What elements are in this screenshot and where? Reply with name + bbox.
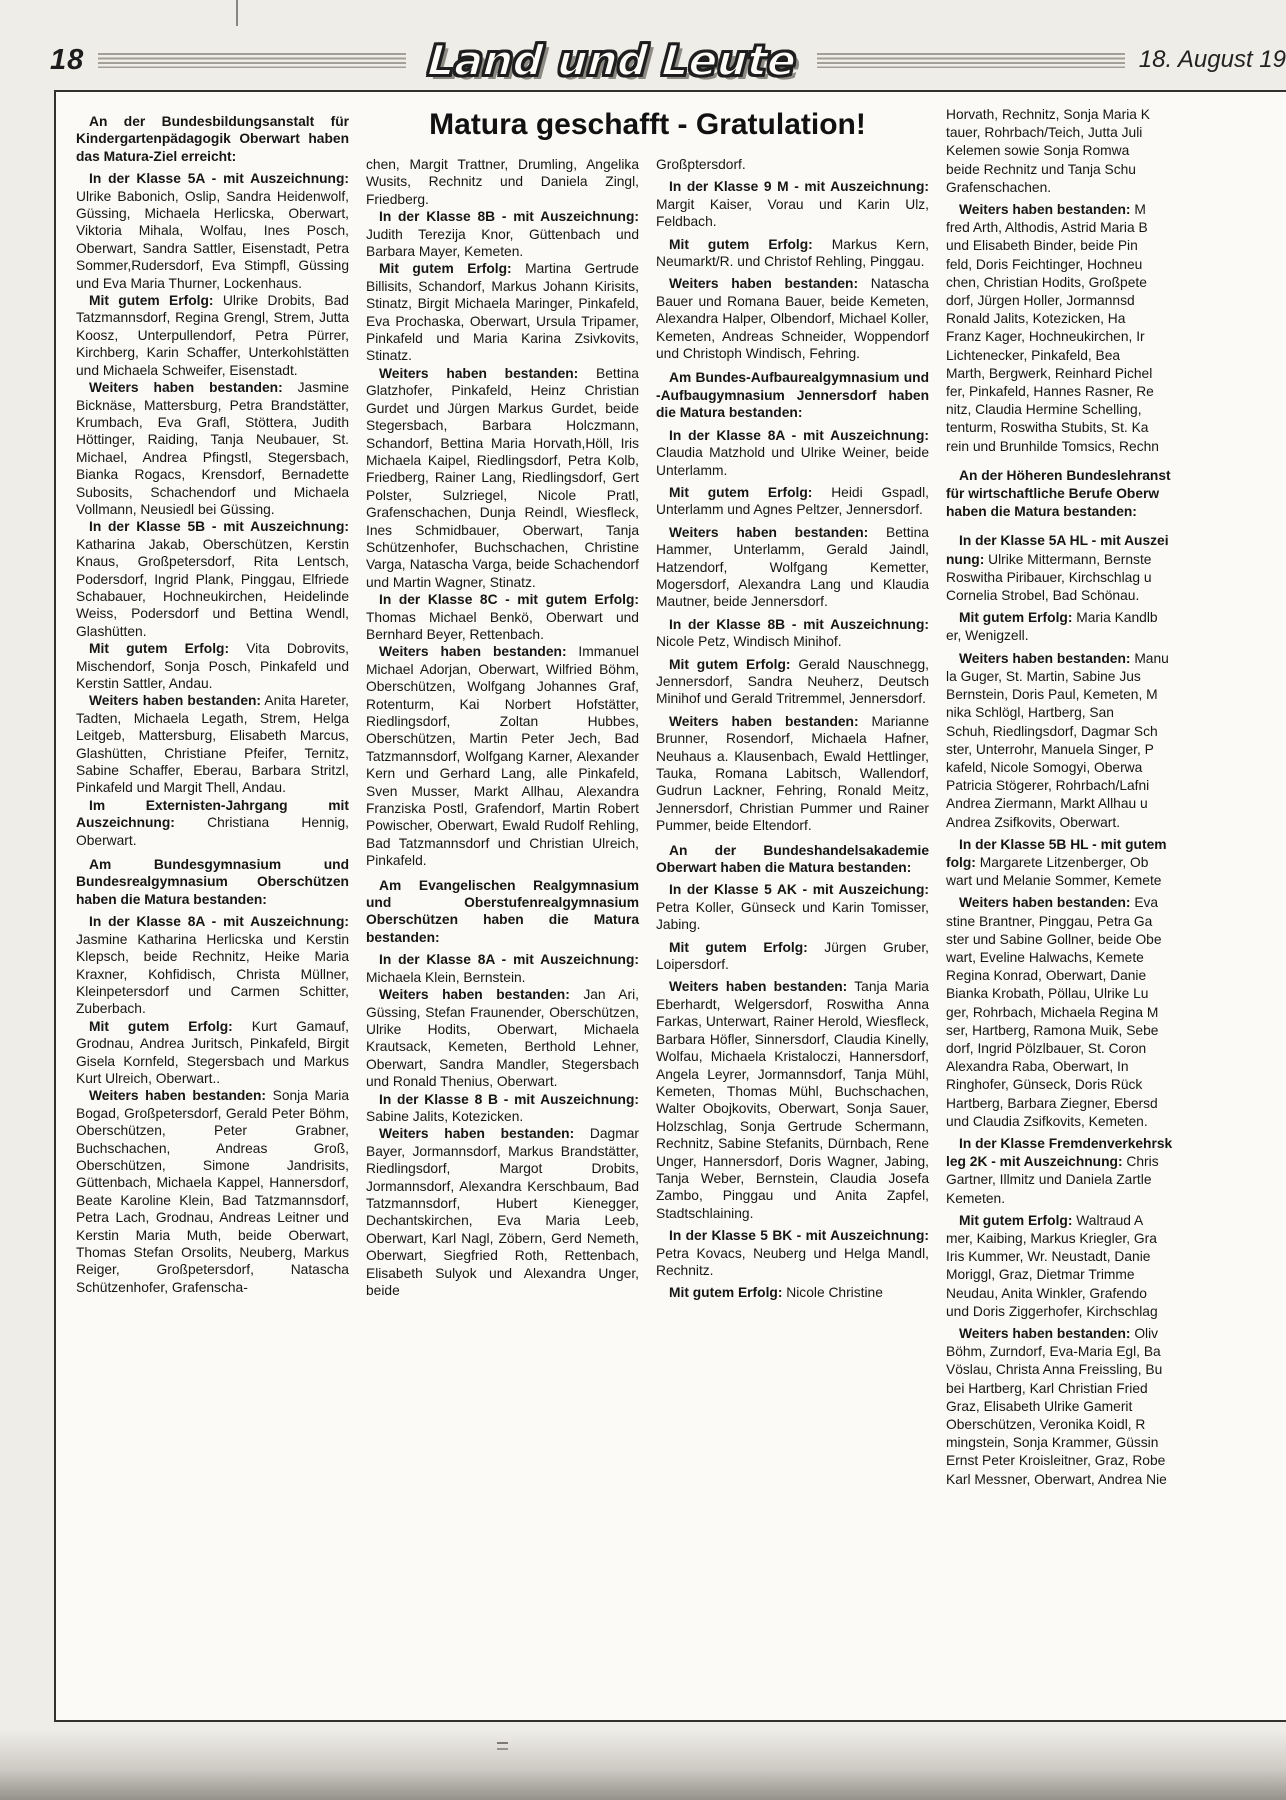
text-line: folg: Margarete Litzenberger, Ob xyxy=(946,854,1149,870)
text-line: Weiters haben bestanden: Oliv xyxy=(959,1326,1159,1341)
paragraph-lead: In der Klasse 5B - mit Auszeichnung: xyxy=(89,519,349,535)
text-line: Moriggl, Graz, Dietmar Trimme xyxy=(946,1267,1135,1283)
article-paragraph: Mit gutem Erfolg: Vita Dobrovits, Mischendorf, Sonja Posch, Pinkafeld und Kerstin Sattler, Andau. xyxy=(76,641,349,691)
paragraph-lead: Mit gutem Erfolg: xyxy=(669,939,808,955)
paragraph-lead: In der Klasse 5A - mit Auszeichnung: xyxy=(89,171,349,187)
article-paragraph: Weiters haben bestanden: Jasmine Bicknäse, Mattersburg, Petra Brandstätter, Krumbach, Eva Grafl, Stöttera, Judith Höttinger, Raiding, Tanja Neubauer, St. Michael, Andrea Pfingstl, Stegersbach, Bianka Rogacs, Krensdorf, Bernadette Subosits, Schachendorf und Michaela Vollmann, Neusiedl bei Güssing. xyxy=(76,380,349,517)
article-paragraph: Weiters haben bestanden: Dagmar Bayer, Jormannsdorf, Markus Brandstätter, Riedlingsdorf, Margot Drobits, Jormannsdorf, Alexandra Kerschbaum, Bad Tatzmannsdorf, Hubert Kienegger, Dechantskirchen, Eva Maria Leeb, Oberwart, Karl Nagl, Zöbern, Gerd Nemeth, Oberwart, Siegfried Roth, Rettenbach, Elisabeth Sulyok und Alexandra Unger, beide xyxy=(366,1126,639,1298)
text-line: er, Wenigzell. xyxy=(946,628,1029,644)
text-line: Andrea Ziermann, Markt Allhau u xyxy=(946,796,1148,812)
text-line: tenturm, Roswitha Stubits, St. Ka xyxy=(946,420,1149,436)
article-paragraph: Weiters haben bestanden: Tanja Maria Eberhardt, Welgersdorf, Roswitha Anna Farkas, Unterwart, Rainer Herold, Wiesfleck, Barbara Höfler, Sinnersdorf, Claudia Kinelly, Wolfau, Michaela Kristaloczi, Hannersdorf, Angela Leyrer, Jormannsdorf, Tanja Mühl, Kemeten, Thomas Mühl, Buchschachen, Walter Obojkovits, Oberwart, Sonja Sauer, Holzschlag, Sonja Gertrude Schermann, Rechnitz, Sabine Stefanits, Dürnbach, Rene Unger, Hannersdorf, Doris Wagner, Jabing, Tanja Weber, Bernstein, Claudia Josefa Zambo, Pinggau und Anita Zapfel, Stadtschlaining. xyxy=(656,979,929,1221)
text-line: Weiters haben bestanden: M xyxy=(959,202,1146,218)
article-title: Matura geschafft - Gratulation! xyxy=(429,108,866,141)
text-line: und Doris Ziggerhofer, Kirchschlag xyxy=(946,1303,1158,1319)
text-line: mer, Kaibing, Markus Kriegler, Gra xyxy=(946,1230,1157,1246)
text-line: Kelemen sowie Sonja Romwa xyxy=(946,143,1130,159)
article-paragraph: In der Klasse 9 M - mit Auszeichnung: Margit Kaiser, Vorau und Karin Ulz, Feldbach. xyxy=(656,179,929,230)
text-line: Horvath, Rechnitz, Sonja Maria K xyxy=(946,107,1150,122)
article-paragraph: Weiters haben bestanden: Bettina Hammer, Unterlamm, Gerald Jaindl, Hatzendorf, Wolfgang Kemetter, Mogersdorf, Alexandra Lang und Klaudia Mautner, beide Jennersdorf. xyxy=(656,524,929,610)
text-line: Ringhofer, Günseck, Doris Rück xyxy=(946,1077,1143,1093)
article-paragraph: In der Klasse 8 B - mit Auszeichnung: Sabine Jalits, Kotezicken. xyxy=(366,1091,639,1124)
paragraph-lead: In der Klasse 5A HL - mit Auszei xyxy=(959,533,1169,549)
text-line: tauer, Rohrbach/Teich, Jutta Juli xyxy=(946,125,1143,141)
article-paragraph: Mit gutem Erfolg: Ulrike Drobits, Bad Tatzmannsdorf, Regina Grengl, Strem, Jutta Koosz, Unterpullendorf, Petra Pürrer, Kirchberg, Karin Schaffer, Unterkohlstätten und Michaela Schweifer, Eisenstadt. xyxy=(76,293,349,378)
article-paragraph: Großptersdorf. xyxy=(656,157,746,172)
text-line: nitz, Claudia Hermine Schelling, xyxy=(946,402,1142,418)
paragraph-lead: An der Höheren Bundeslehranst xyxy=(959,467,1171,483)
article-paragraph: Mit gutem Erfolg: Kurt Gamauf, Grodnau, Andrea Juritsch, Pinkafeld, Birgit Gisela Kornfeld, Stegersbach und Markus Kurt Ulreich, Oberwart.. xyxy=(76,1018,349,1086)
article-paragraph: Weiters haben bestanden: Immanuel Michael Adorjan, Oberwart, Wilfried Böhm, Oberschützen, Wolfgang Johannes Graf, Rotenturm, Kai Norbert Hofstätter, Riedlingsdorf, Zoltan Hubbes, Oberschützen, Martin Peter Jech, Bad Tatzmannsdorf, Wolfgang Karner, Alexander Kern und Gerhard Lang, alle Pinkafeld, Sven Musser, Markt Allhau, Alexandra Franziska Postl, Grafendorf, Martin Robert Powischer, Oberwart, Ewald Rudolf Rehling, Bad Tatzmannsdorf und Christian Ulreich, Pinkafeld. xyxy=(366,644,639,869)
paragraph-lead: Mit gutem Erfolg: xyxy=(89,293,214,309)
paragraph-lead: nung: xyxy=(946,551,985,567)
text-line: Graz, Elisabeth Ulrike Gamerit xyxy=(946,1398,1133,1414)
article-paragraph: Mit gutem Erfolg: Gerald Nauschnegg, Jennersdorf, Sandra Neuherz, Deutsch Minihof und Gerald Tritremmel, Jennersdorf. xyxy=(656,656,929,707)
section-heading: An der Bundesbildungsanstalt für Kindergartenpädagogik Oberwart haben das Matura-Ziel erreicht: xyxy=(76,114,349,164)
paragraph-lead: Im Externisten-Jahrgang mit Auszeichnung: xyxy=(76,797,349,831)
paragraph-lead: für wirtschaftliche Berufe Oberw xyxy=(946,486,1160,502)
article-paragraph: Mit gutem Erfolg: Nicole Christine xyxy=(669,1285,883,1301)
article-paragraph: Mit gutem Erfolg: Heidi Gspadl, Unterlamm und Agnes Peltzer, Jennersdorf. xyxy=(656,484,929,518)
article-paragraph: In der Klasse 8A - mit Auszeichnung: Claudia Matzhold und Ulrike Weiner, beide Unterlamm. xyxy=(656,427,929,478)
paragraph-lead: Weiters haben bestanden: xyxy=(379,987,570,1003)
text-line: Marth, Bergwerk, Reinhard Pichel xyxy=(946,365,1153,381)
article-paragraph: chen, Margit Trattner, Drumling, Angelika Wusits, Rechnitz und Daniela Zingl, Friedberg. xyxy=(366,157,639,207)
header-rule-right xyxy=(817,53,1124,68)
text-line: mingstein, Sonja Krammer, Güssin xyxy=(946,1435,1159,1451)
text-line: bei Hartberg, Karl Christian Fried xyxy=(946,1380,1148,1396)
text-line: Weiters haben bestanden: Manu xyxy=(959,650,1169,666)
article-paragraph: Mit gutem Erfolg: Martina Gertrude Billisits, Schandorf, Markus Johann Kirisits, Stinatz, Birgit Michaela Maringer, Pinkafeld, Eva Prochaska, Oberwart, Ursula Tripamer, Pinkafeld und Maria Karina Zsivkovits, Stinatz. xyxy=(366,261,639,364)
masthead-text: Land und Leute xyxy=(425,35,798,85)
paragraph-lead: Weiters haben bestanden: xyxy=(89,380,283,396)
text-line: fred Arth, Althodis, Astrid Maria B xyxy=(946,220,1148,236)
text-line: und Elisabeth Binder, beide Pin xyxy=(946,238,1138,254)
paragraph-lead: Weiters haben bestanden: xyxy=(959,1326,1131,1341)
paragraph-lead: Weiters haben bestanden: xyxy=(89,1088,267,1104)
article-paragraph: In der Klasse 8B - mit Auszeichnung: Nicole Petz, Windisch Minihof. xyxy=(656,616,929,650)
text-line: la Guger, St. Martin, Sabine Jus xyxy=(946,668,1141,684)
text-line: Schuh, Riedlingsdorf, Dagmar Sch xyxy=(946,723,1158,739)
text-line: Bernstein, Doris Paul, Kemeten, M xyxy=(946,687,1158,703)
paragraph-lead: Mit gutem Erfolg: xyxy=(379,261,512,277)
text-line: dorf, Ingrid Pölzlbauer, St. Coron xyxy=(946,1040,1147,1056)
text-line: Regina Konrad, Oberwart, Danie xyxy=(946,968,1147,984)
paragraph-lead: Mit gutem Erfolg: xyxy=(959,610,1073,626)
text-line: kafeld, Nicole Somogyi, Oberwa xyxy=(946,759,1143,775)
text-line: leg 2K - mit Auszeichnung: Chris xyxy=(946,1154,1159,1170)
bold-text-line xyxy=(946,485,1286,503)
paragraph-lead: Weiters haben bestanden: xyxy=(669,713,859,729)
article-column-3 xyxy=(656,156,929,1307)
text-line: wart und Melanie Sommer, Kemete xyxy=(946,873,1162,889)
paragraph-lead: In der Klasse 8 B - mit Auszeichnung: xyxy=(379,1091,639,1107)
paragraph-lead: In der Klasse 8B - mit Auszeichnung: xyxy=(669,616,929,632)
paragraph-lead: Weiters haben bestanden: xyxy=(669,276,859,292)
page-header xyxy=(50,34,1286,86)
text-line: Mit gutem Erfolg: Waltraud A xyxy=(959,1212,1144,1228)
paragraph-lead: In der Klasse 5B HL - mit gutem xyxy=(959,836,1167,852)
text-line: Weiters haben bestanden: Eva xyxy=(959,895,1159,911)
paragraph-lead: Weiters haben bestanden: xyxy=(669,524,869,540)
text-line: nika Schlögl, Hartberg, San xyxy=(946,705,1114,721)
section-heading: An der Bundeshandelsakademie Oberwart haben die Matura bestanden: xyxy=(656,842,929,876)
text-line: ster, Unterrohr, Manuela Singer, P xyxy=(946,741,1154,757)
article-paragraph: In der Klasse 5A - mit Auszeichnung: Ulrike Babonich, Oslip, Sandra Heidenwolf, Güssing, Michaela Herlicska, Oberwart, Viktoria Mihala, Wolfau, Ines Posch, Oberwart, Sandra Sattler, Eisenstadt, Petra Sommer,Rudersdorf, Eva Stimpfl, Güssing und Eva Maria Thurner, Lockenhaus. xyxy=(76,171,349,291)
text-line: nung: Ulrike Mittermann, Bernste xyxy=(946,551,1152,567)
paragraph-lead: Weiters haben bestanden: xyxy=(89,693,262,709)
text-line: Gartner, Illmitz und Daniela Zartle xyxy=(946,1172,1152,1188)
article-paragraph: In der Klasse 5B - mit Auszeichnung: Katharina Jakab, Oberschützen, Kerstin Knaus, Großpetersdorf, Rita Lentsch, Podersdorf, Ingrid Plank, Pinggau, Elfriede Schabauer, Hochneukirchen, Heidelinde Weiss, Podersdorf und Bettina Wendl, Glashütten. xyxy=(76,519,349,639)
text-line: und Claudia Zsifkovits, Kemeten. xyxy=(946,1113,1148,1129)
paragraph-lead: Weiters haben bestanden: xyxy=(379,1126,575,1142)
paragraph-lead: Weiters haben bestanden: xyxy=(379,644,567,660)
text-line: ser, Hartberg, Ramona Muik, Sebe xyxy=(946,1022,1159,1038)
paragraph-lead: In der Klasse 8A - mit Auszeichnung: xyxy=(379,952,639,968)
bold-text-line xyxy=(946,503,1286,521)
text-line: Hartberg, Barbara Ziegner, Ebersd xyxy=(946,1095,1158,1111)
bold-text-line xyxy=(946,836,1286,854)
paragraph-lead: In der Klasse 5 AK - mit Auszeichung: xyxy=(669,882,929,898)
text-line: Böhm, Zurndorf, Eva-Maria Egl, Ba xyxy=(946,1344,1161,1360)
section-heading: Am Bundesgymnasium und Bundesrealgymnasium Oberschützen haben die Matura bestanden: xyxy=(76,857,349,907)
issue-date: 18. August 19 xyxy=(1138,46,1286,73)
paragraph-lead: In der Klasse 5 BK - mit Auszeichnung: xyxy=(669,1228,929,1244)
text-line: stine Brantner, Pinggau, Petra Ga xyxy=(946,913,1153,929)
paragraph-lead: Mit gutem Erfolg: xyxy=(89,641,230,657)
bold-text-line xyxy=(946,532,1286,550)
bold-text-line xyxy=(946,467,1286,485)
paragraph-lead: Mit gutem Erfolg: xyxy=(669,1285,783,1301)
paragraph-lead: Mit gutem Erfolg: xyxy=(959,1212,1073,1228)
header-rule-left xyxy=(98,53,405,68)
text-line: wart, Eveline Halwachs, Kemete xyxy=(946,949,1144,965)
text-line: Alexandra Raba, Oberwart, In xyxy=(946,1059,1129,1075)
article-paragraph: Weiters haben bestanden: Marianne Brunner, Rosendorf, Michaela Hafner, Neuhaus a. Klausenbach, Ewald Hettlinger, Tauka, Romana Labitsch, Wallendorf, Gudrun Lackner, Fehring, Ronald Meitz, Jennersdorf, Christian Pummer und Rainer Pummer, beide Eltendorf. xyxy=(656,713,929,834)
article-paragraph: Weiters haben bestanden: Jan Ari, Güssing, Stefan Fraunender, Oberschützen, Ulrike Hodits, Oberwart, Michaela Krautsack, Kemeten, Berthold Lehner, Oberwart, Sandra Mandler, Stegersbach und Ronald Thenius, Oberwart. xyxy=(366,987,639,1090)
text-line: Vöslau, Christa Anna Freissling, Bu xyxy=(946,1362,1163,1378)
article-paragraph: Weiters haben bestanden: Natascha Bauer und Romana Bauer, beide Kemeten, Alexandra Halper, Olbendorf, Michael Koller, Kemeten, Andreas Schneider, Woppendorf und Christoph Windisch, Fehring. xyxy=(656,276,929,362)
paragraph-lead: Weiters haben bestanden: xyxy=(959,202,1131,218)
paragraph-lead: haben die Matura bestanden: xyxy=(946,504,1137,520)
page-number: 18 xyxy=(50,43,85,76)
article-column-1 xyxy=(76,106,349,1720)
paragraph-lead: Weiters haben bestanden: xyxy=(379,365,579,381)
article-paragraph: In der Klasse 5 BK - mit Auszeichnung: Petra Kovacs, Neuberg und Helga Mandl, Rechnitz. xyxy=(656,1228,929,1278)
paragraph-lead: Weiters haben bestanden: xyxy=(959,650,1131,666)
article-paragraph: In der Klasse 8A - mit Auszeichnung: Michaela Klein, Bernstein. xyxy=(366,952,639,985)
article-paragraph: Weiters haben bestanden: Sonja Maria Bogad, Großpetersdorf, Gerald Peter Böhm, Oberschützen, Peter Grabner, Buchschachen, Andreas Groß, Oberschützen, Simone Jandrisits, Güttenbach, Michaela Kappel, Hannersdorf, Beate Karoline Klein, Bad Tatzmannsdorf, Petra Lach, Grodnau, Andreas Leitner und Kerstin Maria Muth, beide Oberwart, Thomas Stefan Orsolits, Neuberg, Markus Reiger, Großpetersdorf, Natascha Schützenhofer, Grafenscha- xyxy=(76,1088,350,1295)
article-paragraph: In der Klasse 8B - mit Auszeichnung: Judith Terezija Knor, Güttenbach und Barbara Mayer, Kemeten. xyxy=(366,209,639,260)
article-paragraph: In der Klasse 8C - mit gutem Erfolg: Thomas Michael Benkö, Oberwart und Bernhard Beyer, Rettenbach. xyxy=(366,592,639,642)
paragraph-lead: Mit gutem Erfolg: xyxy=(89,1018,233,1034)
text-line: Ernst Peter Kroisleitner, Graz, Robe xyxy=(946,1453,1166,1469)
section-heading: Am Evangelischen Realgymnasium und Oberstufenrealgymnasium Oberschützen haben die Matura bestanden: xyxy=(366,877,639,945)
paragraph-lead: In der Klasse 8B - mit Auszeichnung: xyxy=(379,209,639,225)
article-center-columns xyxy=(366,156,929,1307)
article-center-section xyxy=(366,106,929,1720)
text-line: Oberschützen, Veronika Koidl, R xyxy=(946,1417,1146,1433)
paragraph-lead: In der Klasse 8A - mit Auszeichnung: xyxy=(669,427,929,443)
paragraph-lead: Mit gutem Erfolg: xyxy=(669,656,791,672)
article-paragraph: Weiters haben bestanden: Anita Hareter, Tadten, Michaela Legath, Strem, Helga Leitgeb, Mattersburg, Elisabeth Marcus, Glashütten, Christiane Pfeifer, Ternitz, Sabine Schaffer, Eberau, Barbara Stritzl, Pinkafeld und Margit Thell, Andau. xyxy=(76,693,350,796)
text-line: Roswitha Piribauer, Kirchschlag u xyxy=(946,569,1152,585)
article-column-4 xyxy=(946,106,1286,1720)
text-line: ster und Sabine Gollner, beide Obe xyxy=(946,931,1162,947)
paragraph-lead: Weiters haben bestanden: xyxy=(669,979,848,995)
paragraph-lead: leg 2K - mit Auszeichnung: xyxy=(946,1154,1123,1170)
text-line: rein und Brunhilde Tomsics, Rechn xyxy=(946,438,1159,454)
article-paragraph: In der Klasse 5 AK - mit Auszeichung: Petra Koller, Günseck und Karin Tomisser, Jabing. xyxy=(656,882,929,933)
paragraph-lead: folg: xyxy=(946,854,976,870)
article-paragraph: Im Externisten-Jahrgang mit Auszeichnung: Christiana Hennig, Oberwart. xyxy=(76,797,349,848)
scan-shadow xyxy=(0,1730,1286,1800)
bold-text-line xyxy=(946,1135,1286,1153)
text-line: Lichtenecker, Pinkafeld, Bea xyxy=(946,347,1121,363)
text-line: chen, Christian Hodits, Großpete xyxy=(946,274,1147,290)
text-line: Iris Kummer, Wr. Neustadt, Danie xyxy=(946,1249,1151,1265)
paragraph-lead: Weiters haben bestanden: xyxy=(959,895,1131,911)
article-paragraph: Weiters haben bestanden: Bettina Glatzhofer, Pinkafeld, Heinz Christian Gurdet und Jürgen Markus Gurdet, beide Stegersbach, Barbara Holczmann, Schandorf, Bettina Maria Horvath,Höll, Iris Michaela Kaipel, Riedlingsdorf, Petra Kolb, Friedberg, Rainer Lang, Riedlingsdorf, Gert Polster, Sulzriegel, Nicole Pratl, Grafenschachen, Dunja Reindl, Wiesfleck, Ines Schmidbauer, Oberwart, Tanja Schützenhofer, Buchschachen, Christine Varga, Natascha Varga, beide Schachendorf und Martin Wagner, Stinatz. xyxy=(366,365,639,590)
text-line: Mit gutem Erfolg: Maria Kandlb xyxy=(959,610,1158,626)
section-heading: Am Bundes-Aufbaurealgymnasium und -Aufbaugymnasium Jennersdorf haben die Matura bestanden: xyxy=(656,370,929,421)
text-line: dorf, Jürgen Holler, Jormannsd xyxy=(946,293,1135,309)
text-line: Neudau, Anita Winkler, Grafendo xyxy=(946,1285,1147,1301)
paragraph-lead: Mit gutem Erfolg: xyxy=(669,484,813,500)
article-paragraph: Mit gutem Erfolg: Jürgen Gruber, Loipersdorf. xyxy=(656,939,929,973)
text-line: feld, Doris Feichtinger, Hochneu xyxy=(946,256,1143,272)
paragraph-lead: In der Klasse Fremdenverkehrsk xyxy=(959,1135,1173,1151)
paragraph-lead: In der Klasse 8C - mit gutem Erfolg: xyxy=(379,592,639,608)
article-box xyxy=(54,90,1286,1722)
paragraph-lead: In der Klasse 8A - mit Auszeichnung: xyxy=(89,914,349,930)
text-line: Grafenschachen. xyxy=(946,179,1052,195)
text-line: Ronald Jalits, Kotezicken, Ha xyxy=(946,311,1126,327)
text-line: Bianka Krobath, Pöllau, Ulrike Lu xyxy=(946,986,1149,1002)
article-paragraph: Mit gutem Erfolg: Markus Kern, Neumarkt/R. und Christof Rehling, Pinggau. xyxy=(656,236,929,270)
text-line: beide Rechnitz und Tanja Schu xyxy=(946,161,1136,177)
text-line: ger, Rohrbach, Michaela Regina M xyxy=(946,1004,1159,1020)
paragraph-lead: Mit gutem Erfolg: xyxy=(669,236,813,252)
article-paragraph: In der Klasse 8A - mit Auszeichnung: Jasmine Katharina Herlicska und Kerstin Klepsch, beide Rechnitz, Heike Maria Kraxner, Kohfidisch, Christa Müllner, Kleinpetersdorf und Carmen Schitter, Zuberbach. xyxy=(76,914,349,1017)
text-line: Kemeten. xyxy=(946,1190,1006,1206)
article-column-2 xyxy=(366,156,639,1307)
paragraph-lead: In der Klasse 9 M - mit Auszeichnung: xyxy=(669,179,929,195)
text-line: Cornelia Strobel, Bad Schönau. xyxy=(946,588,1140,604)
text-line: Patricia Stögerer, Rohrbach/Lafni xyxy=(946,778,1150,794)
masthead-logo xyxy=(410,36,813,85)
text-line: Andrea Zsifkovits, Oberwart. xyxy=(946,814,1121,830)
text-line: fer, Pinkafeld, Hannes Rasner, Re xyxy=(946,384,1154,400)
text-line: Franz Kager, Hochneukirchen, Ir xyxy=(946,329,1145,345)
scan-artifact-top xyxy=(236,0,238,26)
text-line: Karl Messner, Oberwart, Andrea Nie xyxy=(946,1471,1167,1487)
